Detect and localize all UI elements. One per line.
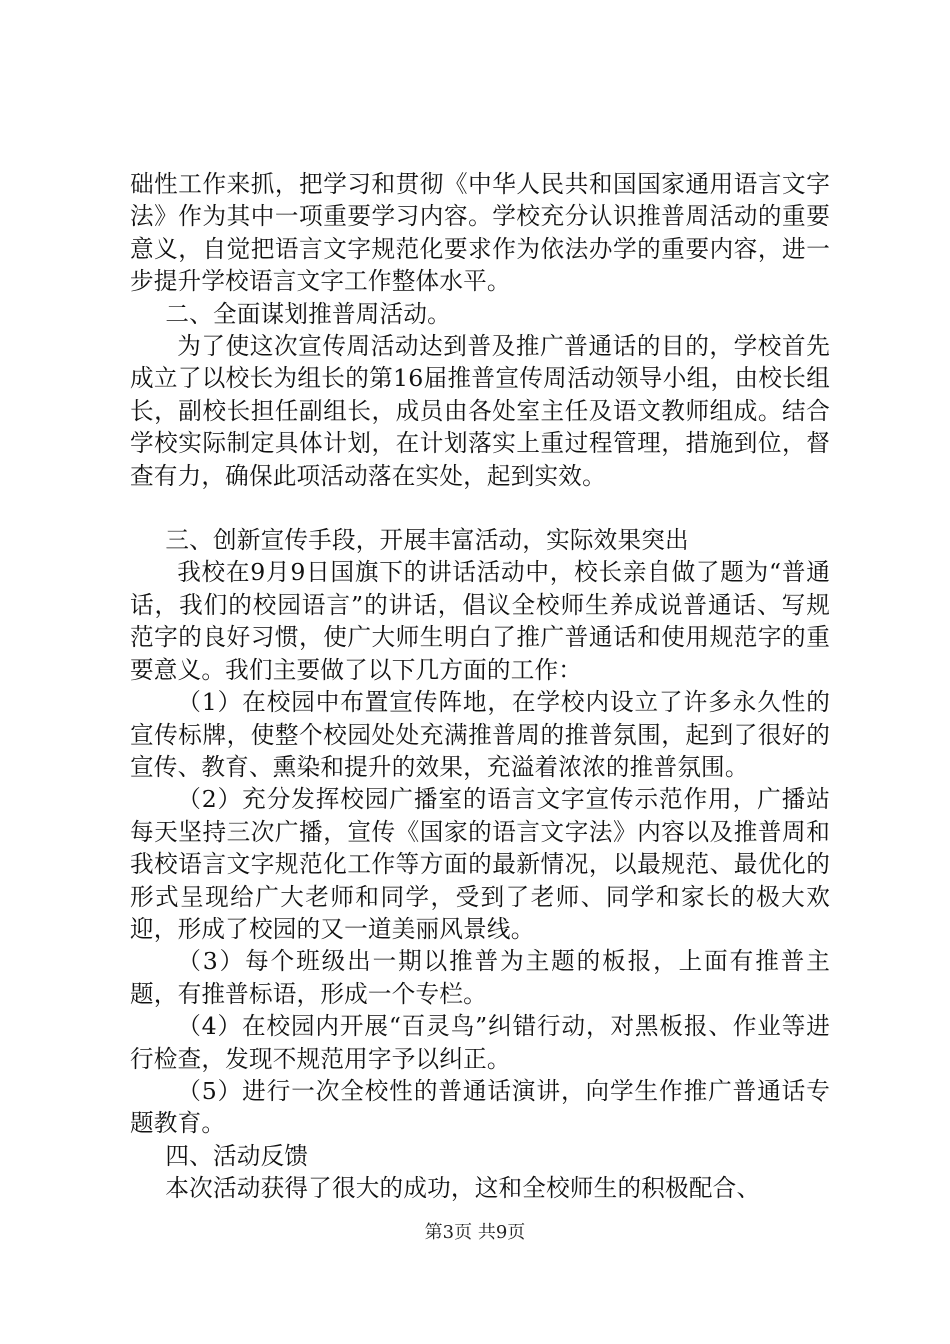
section-heading-2: 二、全面谋划推普周活动。 [165, 299, 451, 328]
paragraph-intro-continuation: 础性工作来抓，把学习和贯彻《中华人民共和国国家通用语言文字法》作为其中一项重要学习内容。学校充分认识推普周活动的重要意义，自觉把语言文字规范化要求作为依法办学的重要内容，进一步提升学校语言文字工作整体水平。 [130, 170, 830, 296]
paragraph-section-2: 为了使这次宣传周活动达到普及推广普通话的目的，学校首先成立了以校长为组长的第16届推普宣传周活动领导小组，由校长组长，副校长担任副组长，成员由各处室主任及语文教师组成。结合学校实际制定具体计划，在计划落实上重过程管理，措施到位，督查有力，确保此项活动落在实处，起到实效。 [130, 332, 830, 490]
list-item-4: （4）在校园内开展“百灵鸟”纠错行动，对黑板报、作业等进行检查，发现不规范用字予以纠正。 [130, 1012, 830, 1073]
paragraph-section-3: 我校在9月9日国旗下的讲话活动中，校长亲自做了题为“普通话，我们的校园语言”的讲话，倡议全校师生养成说普通话、写规范字的良好习惯，使广大师生明白了推广普通话和使用规范字的重要意义。我们主要做了以下几方面的工作： [130, 558, 830, 684]
list-item-3: （3）每个班级出一期以推普为主题的板报，上面有推普主题，有推普标语，形成一个专栏。 [130, 947, 830, 1008]
list-item-2: （2）充分发挥校园广播室的语言文字宣传示范作用，广播站每天坚持三次广播，宣传《国家的语言文字法》内容以及推普周和我校语言文字规范化工作等方面的最新情况，以最规范、最优化的形式呈现给广大老师和同学，受到了老师、同学和家长的极大欢迎，形成了校园的又一道美丽风景线。 [130, 785, 830, 943]
section-heading-3: 三、创新宣传手段，开展丰富活动，实际效果突出 [165, 526, 689, 555]
list-item-5: （5）进行一次全校性的普通话演讲，向学生作推广普通话专题教育。 [130, 1076, 830, 1138]
page-number-footer: 第3页 共9页 [424, 1222, 526, 1243]
paragraph-gap [130, 492, 830, 524]
paragraph-section-4: 本次活动获得了很大的成功，这和全校师生的积极配合、 [165, 1174, 761, 1203]
section-heading-4: 四、活动反馈 [165, 1141, 309, 1170]
document-body [130, 168, 830, 1205]
list-item-1: （1）在校园中布置宣传阵地，在学校内设立了许多永久性的宣传标牌，使整个校园处处充满推普周的推普氛围，起到了很好的宣传、教育、熏染和提升的效果，充溢着浓浓的推普氛围。 [130, 688, 830, 781]
